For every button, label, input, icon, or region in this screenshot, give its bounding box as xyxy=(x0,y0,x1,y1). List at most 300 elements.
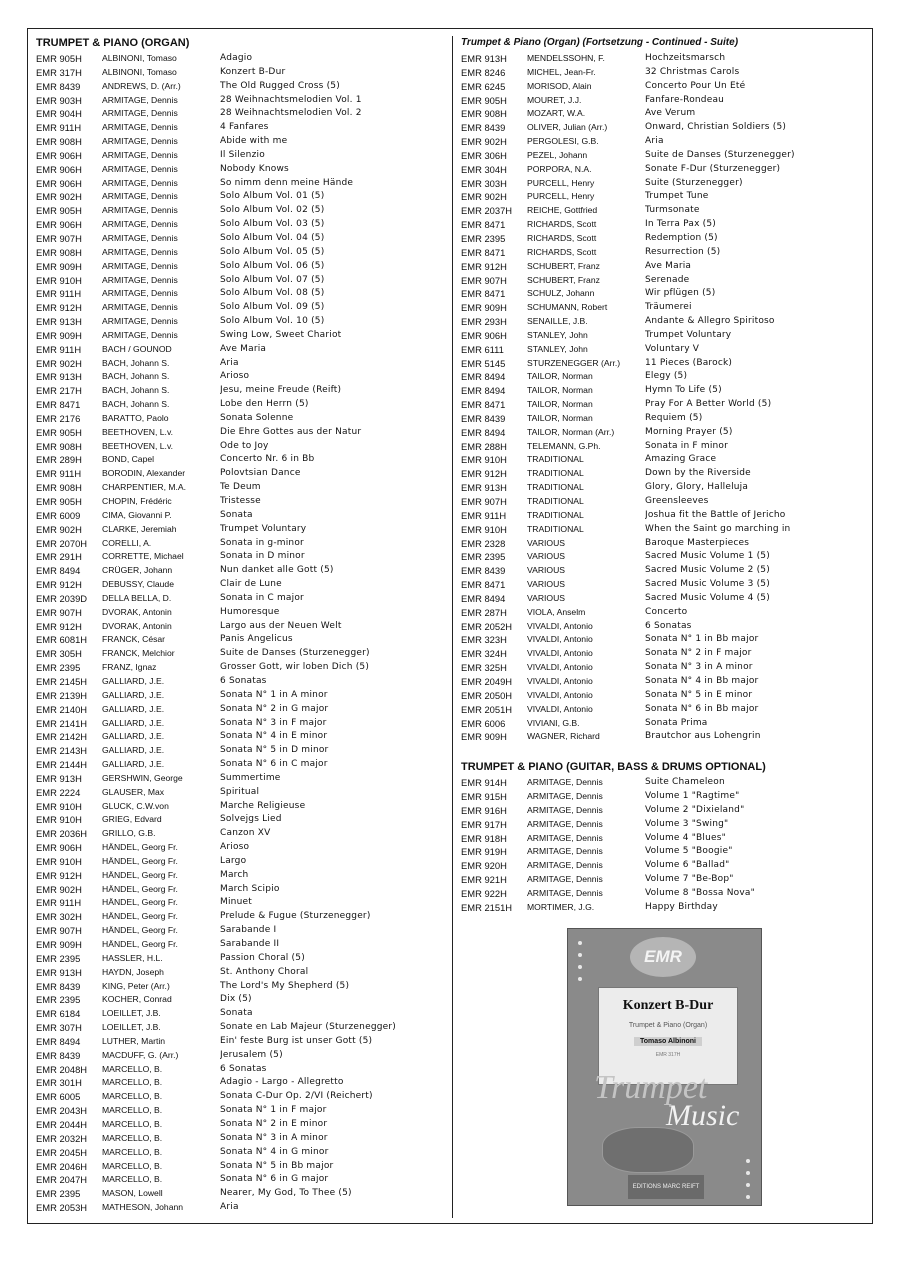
catalog-entry xyxy=(36,786,446,800)
catalog-entry xyxy=(36,218,446,232)
catalog-code: EMR 911H xyxy=(36,122,82,134)
composer: TAILOR, Norman xyxy=(527,412,593,423)
catalog-entry xyxy=(36,260,446,274)
catalog-code: EMR 913H xyxy=(36,371,82,383)
work-title: Jerusalem (5) xyxy=(220,1049,283,1060)
catalog-code: EMR 913H xyxy=(461,53,507,64)
composer: MOZART, W.A. xyxy=(527,108,586,119)
catalog-code: EMR 910H xyxy=(461,454,507,466)
catalog-entry xyxy=(461,232,866,246)
catalog-entry xyxy=(461,606,866,620)
catalog-entry xyxy=(36,620,446,634)
work-title: Clair de Lune xyxy=(220,579,282,590)
catalog-entry xyxy=(461,776,866,790)
work-title: Sonata N° 2 in G major xyxy=(220,703,329,714)
catalog-code: EMR 913H xyxy=(461,482,507,494)
work-title: Volume 8 "Bossa Nova" xyxy=(645,887,755,898)
catalog-code: EMR 8494 xyxy=(36,565,81,577)
catalog-code: EMR 2045H xyxy=(36,1146,88,1158)
composer: GALLIARD, J.E. xyxy=(102,717,165,728)
composer: ARMITAGE, Dennis xyxy=(527,887,603,898)
catalog-entry xyxy=(36,274,446,288)
composer: ARMITAGE, Dennis xyxy=(102,108,178,119)
catalog-code: EMR 914H xyxy=(461,777,507,789)
composer: VIVALDI, Antonio xyxy=(527,620,593,631)
catalog-entry xyxy=(36,1173,446,1187)
catalog-code: EMR 6184 xyxy=(36,1008,81,1020)
work-title: Die Ehre Gottes aus der Natur xyxy=(220,426,362,437)
catalog-entry xyxy=(36,537,446,551)
composer: FRANCK, César xyxy=(102,634,166,645)
catalog-entry xyxy=(36,1132,446,1146)
catalog-entry xyxy=(36,1118,446,1132)
catalog-entry xyxy=(36,135,446,149)
work-title: Prelude & Fugue (Sturzenegger) xyxy=(220,911,371,922)
publisher-logo: EDITIONS MARC REIFT xyxy=(628,1175,704,1199)
catalog-code: EMR 902H xyxy=(36,523,82,535)
catalog-entry xyxy=(36,1104,446,1118)
catalog-code: EMR 908H xyxy=(36,440,82,452)
work-title: Volume 2 "Dixieland" xyxy=(645,804,745,815)
catalog-code: EMR 8439 xyxy=(36,80,81,92)
catalog-code: EMR 2141H xyxy=(36,717,88,729)
catalog-entry xyxy=(36,1063,446,1077)
composer: ARMITAGE, Dennis xyxy=(102,122,178,133)
catalog-entry xyxy=(461,578,866,592)
work-title: 6 Sonatas xyxy=(220,1063,267,1074)
work-title: Solo Album Vol. 09 (5) xyxy=(220,302,325,313)
catalog-entry xyxy=(36,800,446,814)
catalog-code: EMR 291H xyxy=(36,551,82,563)
catalog-code: EMR 912H xyxy=(36,620,82,632)
catalog-code: EMR 910H xyxy=(36,800,82,812)
composer: ARMITAGE, Dennis xyxy=(102,260,178,271)
catalog-code: EMR 2139H xyxy=(36,689,88,701)
catalog-code: EMR 307H xyxy=(36,1022,82,1034)
catalog-code: EMR 305H xyxy=(36,648,82,660)
catalog-entry xyxy=(461,315,866,329)
catalog-entry xyxy=(36,343,446,357)
cover-word-trumpet: Trumpet xyxy=(594,1069,708,1106)
catalog-code: EMR 916H xyxy=(461,804,507,816)
catalog-code: EMR 2224 xyxy=(36,786,81,798)
composer: VARIOUS xyxy=(527,592,566,603)
catalog-code: EMR 2140H xyxy=(36,703,88,715)
catalog-entry xyxy=(461,873,866,887)
work-title: Concerto xyxy=(645,606,688,617)
composer: GALLIARD, J.E. xyxy=(102,759,165,770)
composer: ALBINONI, Tomaso xyxy=(102,53,177,63)
work-title: Sonata N° 5 in Bb major xyxy=(220,1160,334,1171)
composer: HÄNDEL, Georg Fr. xyxy=(102,925,178,936)
catalog-code: EMR 904H xyxy=(36,108,82,120)
work-title: Il Silenzio xyxy=(220,149,265,160)
work-title: Ave Maria xyxy=(645,260,692,271)
catalog-entry xyxy=(36,426,446,440)
catalog-code: EMR 908H xyxy=(36,482,82,494)
work-title: Wir pflügen (5) xyxy=(645,288,716,299)
work-title: Serenade xyxy=(645,274,690,285)
catalog-entry xyxy=(36,301,446,315)
catalog-entry xyxy=(36,758,446,772)
composer: KING, Peter (Arr.) xyxy=(102,980,170,991)
right-column xyxy=(461,36,866,915)
cover-image-konzert-b-dur xyxy=(567,928,762,1206)
work-title: Nobody Knows xyxy=(220,163,289,174)
catalog-entry xyxy=(461,832,866,846)
work-title: Sonata N° 1 in F major xyxy=(220,1105,327,1116)
composer: FRANZ, Ignaz xyxy=(102,662,157,673)
catalog-entry xyxy=(36,578,446,592)
cover-word-music: Music xyxy=(666,1099,740,1132)
catalog-code: EMR 912H xyxy=(461,260,507,272)
work-title: Volume 7 "Be-Bop" xyxy=(645,874,734,885)
catalog-code: EMR 902H xyxy=(36,883,82,895)
composer: BARATTO, Paolo xyxy=(102,412,169,423)
composer: REICHE, Gottfried xyxy=(527,205,598,216)
work-title: Sonata N° 1 in A minor xyxy=(220,689,328,700)
catalog-entry xyxy=(36,467,446,481)
catalog-entry xyxy=(36,94,446,108)
catalog-code: EMR 909H xyxy=(36,260,82,272)
catalog-code: EMR 906H xyxy=(36,842,82,854)
work-title: Sonata N° 6 in Bb major xyxy=(645,703,759,714)
composer: GRILLO, G.B. xyxy=(102,828,156,839)
work-title: Lobe den Herrn (5) xyxy=(220,399,309,410)
composer: PURCELL, Henry xyxy=(527,191,595,202)
emr-logo: EMR xyxy=(630,937,696,977)
catalog-code: EMR 2395 xyxy=(36,662,81,674)
work-title: Voluntary V xyxy=(645,343,700,354)
catalog-entry xyxy=(36,163,446,177)
catalog-code: EMR 918H xyxy=(461,832,507,844)
work-title: Concerto Nr. 6 in Bb xyxy=(220,454,315,465)
catalog-entry xyxy=(461,453,866,467)
cover-code: EMR 317H xyxy=(655,1052,681,1058)
work-title: Sonata in D minor xyxy=(220,551,305,562)
catalog-entry xyxy=(461,481,866,495)
catalog-entry xyxy=(36,412,446,426)
composer: BORODIN, Alexander xyxy=(102,468,186,479)
catalog-entry xyxy=(461,80,866,94)
catalog-entry xyxy=(36,481,446,495)
catalog-code: EMR 2144H xyxy=(36,759,88,771)
work-title: Solo Album Vol. 07 (5) xyxy=(220,274,325,285)
catalog-entry xyxy=(36,952,446,966)
catalog-entry xyxy=(36,730,446,744)
catalog-code: EMR 8439 xyxy=(461,412,506,424)
composer: DVORAK, Antonin xyxy=(102,620,172,631)
catalog-code: EMR 910H xyxy=(36,814,82,826)
composer: ARMITAGE, Dennis xyxy=(527,832,603,843)
catalog-entry xyxy=(36,675,446,689)
work-title: Suite Chameleon xyxy=(645,777,725,788)
catalog-code: EMR 8494 xyxy=(461,426,506,438)
work-title: Aria xyxy=(645,136,664,147)
catalog-list-left xyxy=(36,52,446,1215)
catalog-code: EMR 6009 xyxy=(36,509,81,521)
composer: MARCELLO, B. xyxy=(102,1174,163,1185)
catalog-code: EMR 905H xyxy=(36,426,82,438)
work-title: Suite de Danses (Sturzenegger) xyxy=(220,648,370,659)
work-title: 32 Christmas Carols xyxy=(645,66,740,77)
composer: DVORAK, Antonin xyxy=(102,606,172,617)
work-title: Sacred Music Volume 2 (5) xyxy=(645,565,770,576)
composer: SENAILLE, J.B. xyxy=(527,316,588,327)
composer: ARMITAGE, Dennis xyxy=(102,329,178,340)
composer: ARMITAGE, Dennis xyxy=(102,232,178,243)
catalog-entry xyxy=(36,80,446,94)
composer: FRANCK, Melchior xyxy=(102,648,175,659)
catalog-entry xyxy=(461,537,866,551)
catalog-code: EMR 2051H xyxy=(461,703,513,715)
work-title: Canzon XV xyxy=(220,828,271,839)
work-title: Sonata N° 6 in G major xyxy=(220,1174,329,1185)
composer: VARIOUS xyxy=(527,565,566,576)
catalog-code: EMR 2043H xyxy=(36,1105,88,1117)
composer: BEETHOVEN, L.v. xyxy=(102,426,173,437)
catalog-code: EMR 2039D xyxy=(36,592,88,604)
composer: MARCELLO, B. xyxy=(102,1091,163,1102)
work-title: March Scipio xyxy=(220,883,280,894)
catalog-entry xyxy=(36,1201,446,1215)
catalog-code: EMR 317H xyxy=(36,66,82,78)
work-title: Hymn To Life (5) xyxy=(645,385,722,396)
work-title: 6 Sonatas xyxy=(645,620,692,631)
work-title: Marche Religieuse xyxy=(220,800,306,811)
work-title: Suite (Sturzenegger) xyxy=(645,177,743,188)
composer: ARMITAGE, Dennis xyxy=(527,777,603,788)
composer: ARMITAGE, Dennis xyxy=(102,288,178,299)
work-title: Sacred Music Volume 1 (5) xyxy=(645,551,770,562)
work-title: Ein' feste Burg ist unser Gott (5) xyxy=(220,1035,373,1046)
catalog-entry xyxy=(461,845,866,859)
catalog-code: EMR 8494 xyxy=(461,371,506,383)
catalog-code: EMR 2143H xyxy=(36,745,88,757)
catalog-entry xyxy=(461,66,866,80)
work-title: Volume 4 "Blues" xyxy=(645,832,727,843)
catalog-code: EMR 909H xyxy=(461,731,507,743)
work-title: Sonata N° 2 in F major xyxy=(645,648,752,659)
work-title: Volume 5 "Boogie" xyxy=(645,846,733,857)
composer: TRADITIONAL xyxy=(527,509,584,520)
catalog-code: EMR 217H xyxy=(36,385,82,397)
catalog-code: EMR 2044H xyxy=(36,1118,88,1130)
catalog-entry xyxy=(461,790,866,804)
work-title: Sonata N° 4 in G minor xyxy=(220,1146,329,1157)
catalog-entry xyxy=(36,1187,446,1201)
work-title: Sonata in C major xyxy=(220,592,304,603)
composer: VARIOUS xyxy=(527,579,566,590)
catalog-entry xyxy=(461,804,866,818)
catalog-code: EMR 2176 xyxy=(36,412,81,424)
catalog-code: EMR 323H xyxy=(461,634,507,646)
catalog-code: EMR 915H xyxy=(461,791,507,803)
work-title: Andante & Allegro Spiritoso xyxy=(645,316,775,327)
catalog-code: EMR 905H xyxy=(36,205,82,217)
catalog-entry xyxy=(461,370,866,384)
work-title: Amazing Grace xyxy=(645,454,717,465)
catalog-entry xyxy=(36,993,446,1007)
composer: BACH / GOUNOD xyxy=(102,343,172,354)
catalog-code: EMR 911H xyxy=(461,509,507,521)
catalog-code: EMR 2052H xyxy=(461,620,513,632)
catalog-entry xyxy=(36,398,446,412)
composer: VIVALDI, Antonio xyxy=(527,675,593,686)
composer: BACH, Johann S. xyxy=(102,357,170,368)
work-title: Sonata C-Dur Op. 2/VI (Reichert) xyxy=(220,1091,373,1102)
section-heading-trumpet-piano-organ: TRUMPET & PIANO (ORGAN) xyxy=(36,37,190,49)
work-title: Sonata N° 3 in A minor xyxy=(220,1132,328,1143)
work-title: Dix (5) xyxy=(220,994,252,1005)
work-title: Adagio - Largo - Allegretto xyxy=(220,1077,344,1088)
catalog-entry xyxy=(461,550,866,564)
catalog-entry xyxy=(461,218,866,232)
composer: RICHARDS, Scott xyxy=(527,232,597,243)
composer: ARMITAGE, Dennis xyxy=(527,874,603,885)
composer: GALLIARD, J.E. xyxy=(102,731,165,742)
work-title: Requiem (5) xyxy=(645,412,703,423)
composer: MARCELLO, B. xyxy=(102,1132,163,1143)
work-title: Volume 3 "Swing" xyxy=(645,818,729,829)
catalog-code: EMR 912H xyxy=(36,579,82,591)
catalog-entry xyxy=(461,246,866,260)
catalog-code: EMR 6005 xyxy=(36,1091,81,1103)
work-title: Jesu, meine Freude (Reift) xyxy=(220,385,342,396)
work-title: Redemption (5) xyxy=(645,232,718,243)
work-title: Fanfare-Rondeau xyxy=(645,94,725,105)
catalog-code: EMR 8471 xyxy=(461,246,506,258)
work-title: Sarabande I xyxy=(220,925,277,936)
catalog-code: EMR 301H xyxy=(36,1077,82,1089)
composer: TRADITIONAL xyxy=(527,468,584,479)
catalog-entry xyxy=(461,287,866,301)
composer: MORTIMER, J.G. xyxy=(527,901,595,912)
composer: HÄNDEL, Georg Fr. xyxy=(102,855,178,866)
catalog-entry xyxy=(36,177,446,191)
work-title: Summertime xyxy=(220,772,281,783)
work-title: Sonata N° 5 in E minor xyxy=(645,689,753,700)
work-title: Arioso xyxy=(220,371,250,382)
catalog-entry xyxy=(461,887,866,901)
composer: MARCELLO, B. xyxy=(102,1105,163,1116)
work-title: Sacred Music Volume 4 (5) xyxy=(645,592,770,603)
composer: ARMITAGE, Dennis xyxy=(102,302,178,313)
work-title: Volume 6 "Ballad" xyxy=(645,860,730,871)
composer: BACH, Johann S. xyxy=(102,399,170,410)
composer: MARCELLO, B. xyxy=(102,1160,163,1171)
composer: MARCELLO, B. xyxy=(102,1077,163,1088)
work-title: Swing Low, Sweet Chariot xyxy=(220,329,342,340)
composer: MORISOD, Alain xyxy=(527,80,592,91)
work-title: Sonata N° 4 in Bb major xyxy=(645,675,759,686)
catalog-code: EMR 921H xyxy=(461,874,507,886)
catalog-entry xyxy=(461,564,866,578)
composer: VIVALDI, Antonio xyxy=(527,689,593,700)
catalog-entry xyxy=(461,901,866,915)
catalog-entry xyxy=(36,855,446,869)
work-title: Sonata N° 1 in Bb major xyxy=(645,634,759,645)
catalog-code: EMR 2047H xyxy=(36,1174,88,1186)
catalog-entry xyxy=(36,744,446,758)
catalog-entry xyxy=(36,966,446,980)
work-title: Spiritual xyxy=(220,786,260,797)
work-title: Solo Album Vol. 01 (5) xyxy=(220,191,325,202)
catalog-code: EMR 2032H xyxy=(36,1132,88,1144)
work-title: Aria xyxy=(220,1202,239,1213)
composer: PURCELL, Henry xyxy=(527,177,595,188)
catalog-code: EMR 910H xyxy=(36,855,82,867)
catalog-entry xyxy=(461,523,866,537)
catalog-entry xyxy=(461,121,866,135)
composer: TAILOR, Norman xyxy=(527,371,593,382)
composer: SCHULZ, Johann xyxy=(527,288,595,299)
catalog-code: EMR 306H xyxy=(461,149,507,161)
catalog-code: EMR 8494 xyxy=(461,592,506,604)
catalog-code: EMR 911H xyxy=(36,897,82,909)
catalog-code: EMR 2395 xyxy=(461,232,506,244)
work-title: Volume 1 "Ragtime" xyxy=(645,791,740,802)
catalog-entry xyxy=(461,703,866,717)
composer: VIVIANI, G.B. xyxy=(527,717,580,728)
work-title: Sonata Solenne xyxy=(220,412,294,423)
work-title: Sonate en Lab Majeur (Sturzenegger) xyxy=(220,1022,396,1033)
composer: GLUCK, C.W.von xyxy=(102,800,169,811)
composer: BEETHOVEN, L.v. xyxy=(102,440,173,451)
work-title: Sonata N° 5 in D minor xyxy=(220,745,329,756)
catalog-entry xyxy=(461,717,866,731)
catalog-entry xyxy=(461,384,866,398)
catalog-code: EMR 8471 xyxy=(36,399,81,411)
catalog-code: EMR 907H xyxy=(36,606,82,618)
catalog-entry xyxy=(461,135,866,149)
catalog-entry xyxy=(36,1035,446,1049)
catalog-code: EMR 8471 xyxy=(461,399,506,411)
catalog-entry xyxy=(36,869,446,883)
catalog-entry xyxy=(36,453,446,467)
composer: GALLIARD, J.E. xyxy=(102,745,165,756)
catalog-entry xyxy=(461,260,866,274)
work-title: Solo Album Vol. 04 (5) xyxy=(220,232,325,243)
work-title: Sonata N° 4 in E minor xyxy=(220,731,328,742)
composer: HAYDN, Joseph xyxy=(102,966,164,977)
catalog-entry xyxy=(461,426,866,440)
catalog-entry xyxy=(36,772,446,786)
catalog-entry xyxy=(36,107,446,121)
catalog-entry xyxy=(36,440,446,454)
work-title: Trumpet Tune xyxy=(645,191,709,202)
composer: MARCELLO, B. xyxy=(102,1146,163,1157)
catalog-entry xyxy=(36,523,446,537)
catalog-entry xyxy=(36,606,446,620)
work-title: Joshua fit the Battle of Jericho xyxy=(645,509,786,520)
composer: TAILOR, Norman xyxy=(527,399,593,410)
catalog-code: EMR 906H xyxy=(36,219,82,231)
catalog-entry xyxy=(36,52,446,66)
work-title: Concerto Pour Un Eté xyxy=(645,80,746,91)
work-title: When the Saint go marching in xyxy=(645,523,791,534)
work-title: Te Deum xyxy=(220,482,261,493)
cover-subtitle: Trumpet & Piano (Organ) xyxy=(628,1022,708,1029)
composer: ARMITAGE, Dennis xyxy=(102,274,178,285)
catalog-code: EMR 908H xyxy=(461,108,507,120)
catalog-code: EMR 2046H xyxy=(36,1160,88,1172)
composer: HÄNDEL, Georg Fr. xyxy=(102,939,178,949)
composer: DELLA BELLA, D. xyxy=(102,592,172,603)
work-title: Elegy (5) xyxy=(645,371,688,382)
catalog-code: EMR 911H xyxy=(36,288,82,300)
catalog-entry xyxy=(36,190,446,204)
